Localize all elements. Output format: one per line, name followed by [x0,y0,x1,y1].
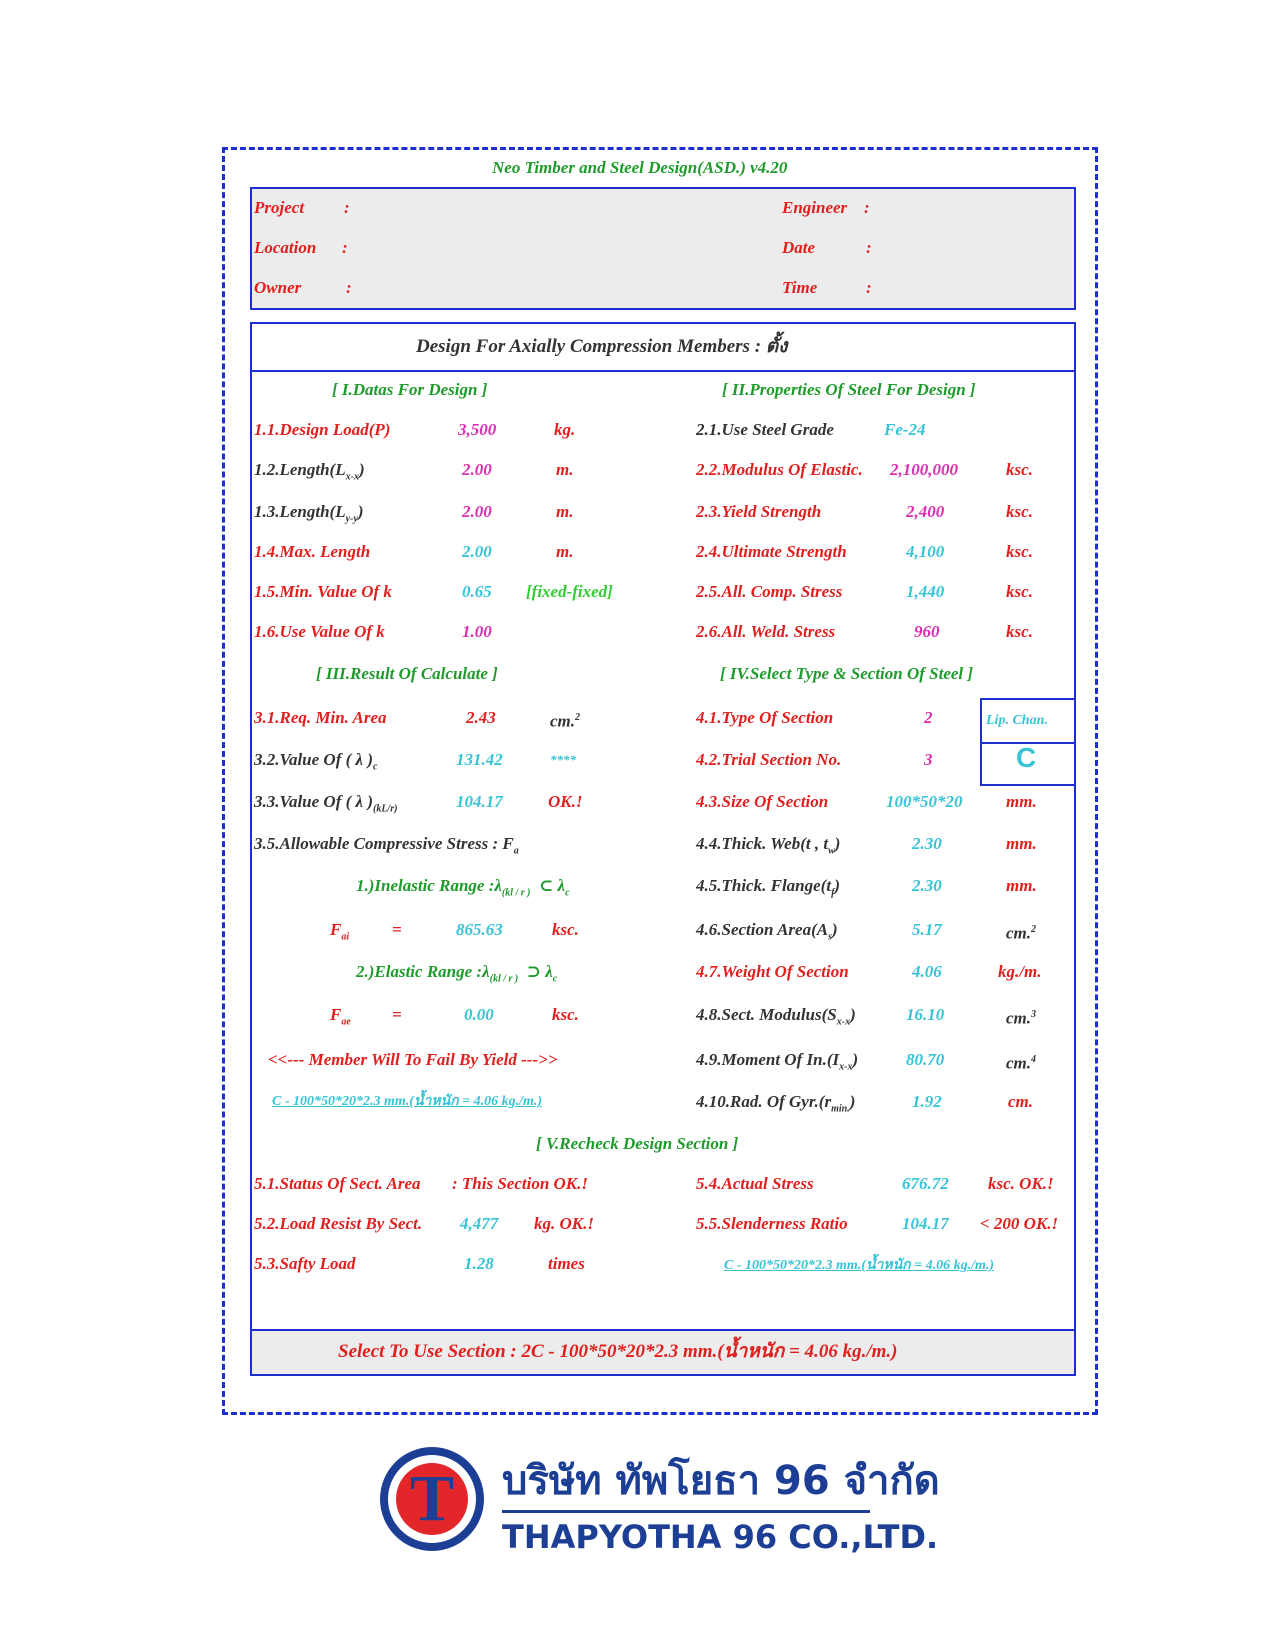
row-4-4-unit: mm. [1006,834,1037,853]
sec3-heading: [ III.Result Of Calculate ] [316,664,498,683]
project-label: Project [254,198,305,217]
row-3-1-unit: cm.$^2$ [550,711,581,731]
row-1-5-support: [fixed-fixed] [526,582,613,601]
row-4-3-label: 4.3.Size Of Section [696,792,829,811]
sec2-heading: [ II.Properties Of Steel For Design ] [722,380,976,399]
fae-value: 0.00 [464,1005,494,1024]
row-4-9-unit: cm.$^4$ [1006,1053,1037,1073]
fai-label: $F_{ai}$ [330,920,350,943]
row-4-4-value: 2.30 [912,834,942,853]
date-label: Date [782,238,816,257]
title-divider [250,370,1076,372]
engineer-label: Engineer [782,198,848,217]
row-2-6-label: 2.6.All. Weld. Stress [696,622,836,641]
row-5-5-value: 104.17 [902,1214,949,1233]
row-4-5-value: 2.30 [912,876,942,895]
row-2-1-value: Fe-24 [884,420,926,439]
row-5-2-value: 4,477 [460,1214,499,1233]
row-4-8-unit: cm.$^3$ [1006,1008,1037,1028]
project-info-box [250,187,1076,310]
row-4-5-unit: mm. [1006,876,1037,895]
row-2-4-unit: ksc. [1006,542,1033,561]
row-5-5-label: 5.5.Slenderness Ratio [696,1214,848,1233]
row-2-2-label: 2.2.Modulus Of Elastic. [696,460,863,479]
row-3-2-value: 131.42 [456,750,503,769]
row-4-3-value: 100*50*20 [886,792,963,811]
row-1-6-label: 1.6.Use Value Of k [254,622,385,641]
fai-value: 865.63 [456,920,503,939]
row-4-4-label: 4.4.Thick. Web(t , $t_w$) [696,834,841,857]
section-note-right: C - 100*50*20*2.3 mm.(น้ำหนัก = 4.06 kg./m.) [724,1258,995,1273]
row-3-2-flag: **** [550,752,576,767]
company-logo-letter: T [409,1462,455,1535]
row-1-3-unit: m. [556,502,574,521]
row-3-1-value: 2.43 [466,708,496,727]
row-5-3-unit: times [548,1254,585,1273]
row-2-2-value: 2,100,000 [890,460,958,479]
location-label: Location [254,238,317,257]
row-4-10-value: 1.92 [912,1092,942,1111]
fail-message: <<--- Member Will To Fail By Yield --->> [268,1050,558,1069]
engineer-colon: : [864,198,870,217]
row-1-2-value: 2.00 [462,460,492,479]
row-4-3-unit: mm. [1006,792,1037,811]
fae-label: $F_{ae}$ [330,1005,351,1028]
row-4-1-label: 4.1.Type Of Section [696,708,834,727]
row-5-3-label: 5.3.Safty Load [254,1254,356,1273]
row-4-8-value: 16.10 [906,1005,945,1024]
fae-eq: = [392,1005,402,1024]
owner-label: Owner [254,278,302,297]
row-1-3-value: 2.00 [462,502,492,521]
row-2-4-value: 4,100 [906,542,945,561]
row-1-1-value: 3,500 [458,420,497,439]
row-1-4-label: 1.4.Max. Length [254,542,371,561]
date-colon: : [866,238,872,257]
sec1-heading: [ I.Datas For Design ] [332,380,488,399]
sec4-heading: [ IV.Select Type & Section Of Steel ] [720,664,974,683]
row-5-4-unit: ksc. OK.! [988,1174,1054,1193]
row-1-1-unit: kg. [554,420,576,439]
row-5-1-label: 5.1.Status Of Sect. Area [254,1174,421,1193]
row-4-6-label: 4.6.Section $Area(A_s)$ [696,920,838,943]
company-name-thai: บริษัท ทัพโยธา 96 จำกัด [502,1458,940,1504]
row-5-1-value: : This Section OK.! [452,1174,589,1193]
company-name-divider [502,1510,870,1513]
row-5-4-value: 676.72 [902,1174,949,1193]
section-type-symbol: C [1016,742,1037,773]
location-colon: : [342,238,348,257]
row-4-1-value: 2 [924,708,933,727]
project-colon: : [344,198,350,217]
row-1-2-label: $1.2.Length(L_{x-x})$ [254,460,365,483]
row-1-5-label: 1.5.Min. Value Of k [254,582,392,601]
row-4-2-value: 3 [924,750,933,769]
row-2-3-unit: ksc. [1006,502,1033,521]
row-4-10-unit: cm. [1008,1092,1034,1111]
row-1-2-unit: m. [556,460,574,479]
row-1-6-value: 1.00 [462,622,492,641]
row-2-3-label: 2.3.Yield Strength [696,502,822,521]
row-1-3-label: $1.3.Length(L_{y-y})$ [254,502,364,525]
section-note-left: C - 100*50*20*2.3 mm.(น้ำหนัก = 4.06 kg./m.) [272,1094,543,1109]
app-title: Neo Timber and Steel Design(ASD.) v4.20 [492,158,788,177]
row-1-4-unit: m. [556,542,574,561]
row-2-1-label: 2.1.Use Steel Grade [696,420,834,439]
sec5-heading: [ V.Recheck Design Section ] [536,1134,739,1153]
row-4-6-value: 5.17 [912,920,942,939]
owner-colon: : [346,278,352,297]
row-2-5-label: 2.5.All. Comp. Stress [696,582,843,601]
fae-unit: ksc. [552,1005,579,1024]
elastic-range: 2.)Elastic Range $:\lambda_{(kl / r )}$ ⊃ $\lambda_c$ [356,962,558,985]
time-label: Time [782,278,818,297]
row-5-4-label: 5.4.Actual Stress [696,1174,814,1193]
row-2-2-unit: ksc. [1006,460,1033,479]
row-5-3-value: 1.28 [464,1254,494,1273]
row-2-6-value: 960 [914,622,940,641]
inelastic-range: 1.)Inelastic Range $:\lambda_{(kl / r )}$ ⊂ $\lambda_c$ [356,876,570,899]
row-3-1-label: 3.1.Req. Min. Area [254,708,387,727]
time-colon: : [866,278,872,297]
sheet-title: Design For Axially Compression Members : ตั้ง [416,336,788,357]
row-2-5-value: 1,440 [906,582,945,601]
row-1-4-value: 2.00 [462,542,492,561]
row-4-7-value: 4.06 [912,962,942,981]
fai-eq: = [392,920,402,939]
row-2-6-unit: ksc. [1006,622,1033,641]
selected-section-text: Select To Use Section : 2C - 100*50*20*2.3 mm.(น้ำหนัก = 4.06 kg./m.) [338,1341,898,1362]
row-4-9-value: 80.70 [906,1050,945,1069]
row-3-2-label: 3.2.Value Of ( λ )$_c$ [254,750,378,773]
row-5-2-label: 5.2.Load Resist By Sect. [254,1214,423,1233]
row-5-5-unit: < 200 OK.! [980,1214,1059,1233]
row-4-7-unit: kg./m. [998,962,1042,981]
company-name-english: THAPYOTHA 96 CO.,LTD. [502,1518,939,1556]
row-1-1-label: 1.1.Design Load(P) [254,420,391,439]
section-type-name: Lip. Chan. [986,713,1048,728]
row-4-7-label: 4.7.Weight Of Section [696,962,849,981]
row-3-3-label: 3.3.Value Of ( λ )$_{(kL/r)}$ [254,792,398,815]
row-4-6-unit: cm.$^2$ [1006,923,1037,943]
row-3-3-flag: OK.! [548,792,583,811]
row-3-3-value: 104.17 [456,792,503,811]
row-4-10-label: 4.10.Rad. Of $Gyr.(r_{min.})$ [696,1092,856,1115]
row-2-5-unit: ksc. [1006,582,1033,601]
fai-unit: ksc. [552,920,579,939]
row-1-5-value: 0.65 [462,582,492,601]
row-2-3-value: 2,400 [906,502,945,521]
row-5-2-unit: kg. OK.! [534,1214,594,1233]
row-2-4-label: 2.4.Ultimate Strength [696,542,847,561]
row-4-2-label: 4.2.Trial Section No. [696,750,842,769]
row-4-9-label: 4.9.Moment Of $In.(I_{x-x})$ [696,1050,859,1073]
row-4-8-label: 4.8.Sect. $Modulus(S_{x-x})$ [696,1005,856,1028]
row-3-5-label: 3.5.Allowable Compressive Stress : $F_a$ [254,834,519,857]
row-4-5-label: 4.5.Thick. $Flange(t_f)$ [696,876,841,899]
